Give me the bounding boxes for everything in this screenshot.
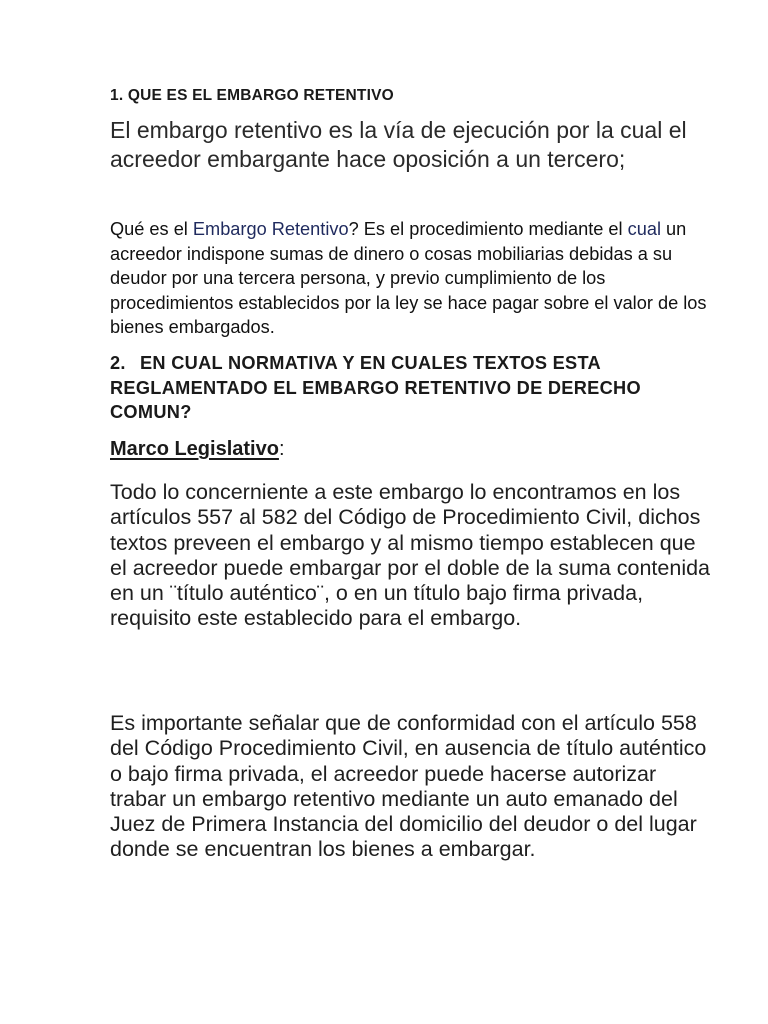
definition-text-2: ? Es el procedimiento mediante el	[348, 219, 628, 239]
section-2-number: 2.	[110, 353, 126, 373]
cual-link[interactable]: cual	[627, 219, 661, 239]
embargo-retentivo-link[interactable]: Embargo Retentivo	[192, 219, 349, 239]
definition-text-3: un acreedor indispone sumas de dinero o cosas mobiliarias debidas a su deudor por una tercera persona, y previo cumplimiento de los procedimientos establecidos por la ley se hace pagar sobre el valor de los bienes embargados.	[110, 219, 707, 338]
marco-legislativo-label: Marco Legislativo	[110, 438, 279, 460]
section-1-lead-paragraph: El embargo retentivo es la vía de ejecución por la cual el acreedor embargante hace oposición a un tercero;	[110, 117, 687, 172]
legislative-paragraph-2: Es importante señalar que de conformidad con el artículo 558 del Código Procedimiento Civil, en ausencia de título auténtico o bajo firma privada, el acreedor puede hacerse autorizar trabar un embargo retentivo mediante un auto emanado del Juez de Primera Instancia del domicilio del deudor o del lugar donde se encuentran los bienes a embargar.	[110, 711, 707, 862]
definition-paragraph	[110, 217, 710, 340]
legislative-paragraph-1: Todo lo concerniente a este embargo lo encontramos en los artículos 557 al 582 del Código de Procedimiento Civil, dichos textos preveen el embargo y al mismo tiempo establecen que el acreedor puede embargar por el doble de la suma contenida en un ¨título auténtico¨, o en un título bajo firma privada, requisito este establecido para el embargo.	[110, 480, 711, 631]
marco-legislativo-colon: :	[278, 438, 285, 460]
marco-legislativo-heading	[110, 436, 285, 462]
section-1-heading: 1. QUE ES EL EMBARGO RETENTIVO	[110, 87, 394, 104]
definition-text-1: Qué es el	[110, 219, 193, 239]
section-2-heading	[110, 351, 710, 425]
section-2-heading-text: EN CUAL NORMATIVA Y EN CUALES TEXTOS ESTA REGLAMENTADO EL EMBARGO RETENTIVO DE DERECHO COMUN?	[110, 353, 641, 423]
